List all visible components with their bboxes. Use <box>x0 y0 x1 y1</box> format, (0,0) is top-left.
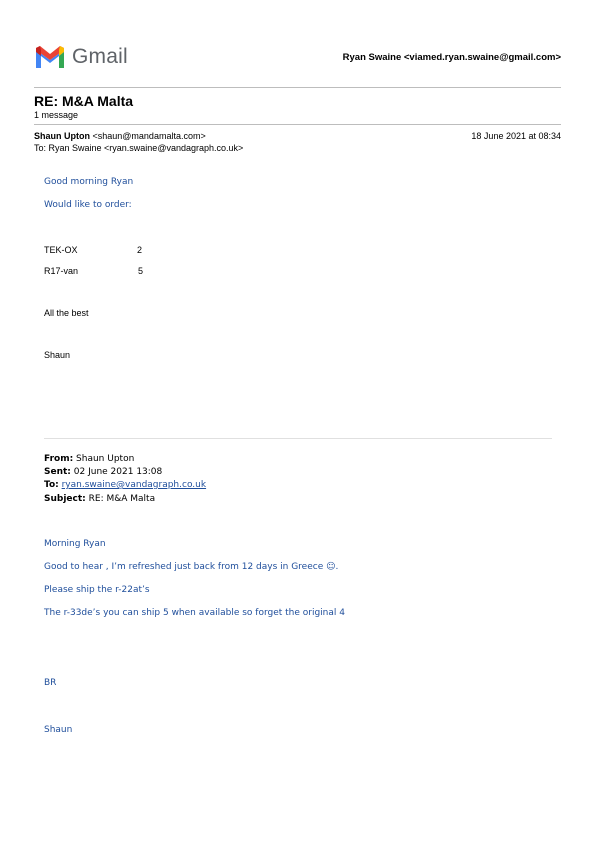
intro-line: Would like to order: <box>44 200 132 210</box>
order-item-qty: 5 <box>138 266 144 276</box>
quoted-sent-label: Sent: <box>44 467 71 477</box>
thread-subject: RE: M&A Malta <box>34 93 134 109</box>
quoted-subject-value: RE: M&A Malta <box>88 494 156 504</box>
order-item-name: TEK-OX <box>44 245 78 255</box>
message-date: 18 June 2021 at 08:34 <box>471 131 561 141</box>
sender-line <box>34 131 206 141</box>
account-email: Ryan Swaine <viamed.ryan.swaine@gmail.com> <box>342 52 561 63</box>
quoted-signature: Shaun <box>44 725 73 735</box>
quoted-line-1-end: . <box>335 562 339 572</box>
subject-divider <box>34 124 561 125</box>
quote-separator <box>44 438 552 439</box>
recipient-line: To: Ryan Swaine <ryan.swaine@vandagraph.co.uk> <box>34 143 244 153</box>
sender-name: Shaun Upton <box>34 131 90 141</box>
signature: Shaun <box>44 350 71 360</box>
quoted-greeting: Morning Ryan <box>44 539 106 549</box>
smiley-icon: ☺ <box>326 562 336 572</box>
quoted-from-label: From: <box>44 454 74 464</box>
quoted-to-label: To: <box>44 480 59 490</box>
quoted-from <box>44 454 134 464</box>
header-divider <box>34 87 561 88</box>
quoted-to-link[interactable]: ryan.swaine@vandagraph.co.uk <box>61 480 207 490</box>
quoted-from-value: Shaun Upton <box>76 454 135 464</box>
order-item-name: R17-van <box>44 266 79 276</box>
order-item-qty: 2 <box>137 245 143 255</box>
quoted-line-3: The r-33de’s you can ship 5 when available so forget the original 4 <box>44 608 345 618</box>
quoted-subject-label: Subject: <box>44 494 86 504</box>
quoted-line-1 <box>44 562 338 572</box>
quoted-sent-value: 02 June 2021 13:08 <box>73 467 163 477</box>
quoted-closing: BR <box>44 678 57 688</box>
message-count: 1 message <box>34 110 79 120</box>
greeting: Good morning Ryan <box>44 177 134 187</box>
signoff: All the best <box>44 308 89 318</box>
quoted-to <box>44 480 206 490</box>
quoted-subject <box>44 494 155 504</box>
sender-email: <shaun@mandamalta.com> <box>92 131 206 141</box>
quoted-sent <box>44 467 162 477</box>
gmail-logo-text: Gmail <box>72 45 128 68</box>
quoted-line-2: Please ship the r-22at’s <box>44 585 150 595</box>
quoted-line-1-text: Good to hear , I’m refreshed just back from 12 days in Greece <box>44 562 324 572</box>
